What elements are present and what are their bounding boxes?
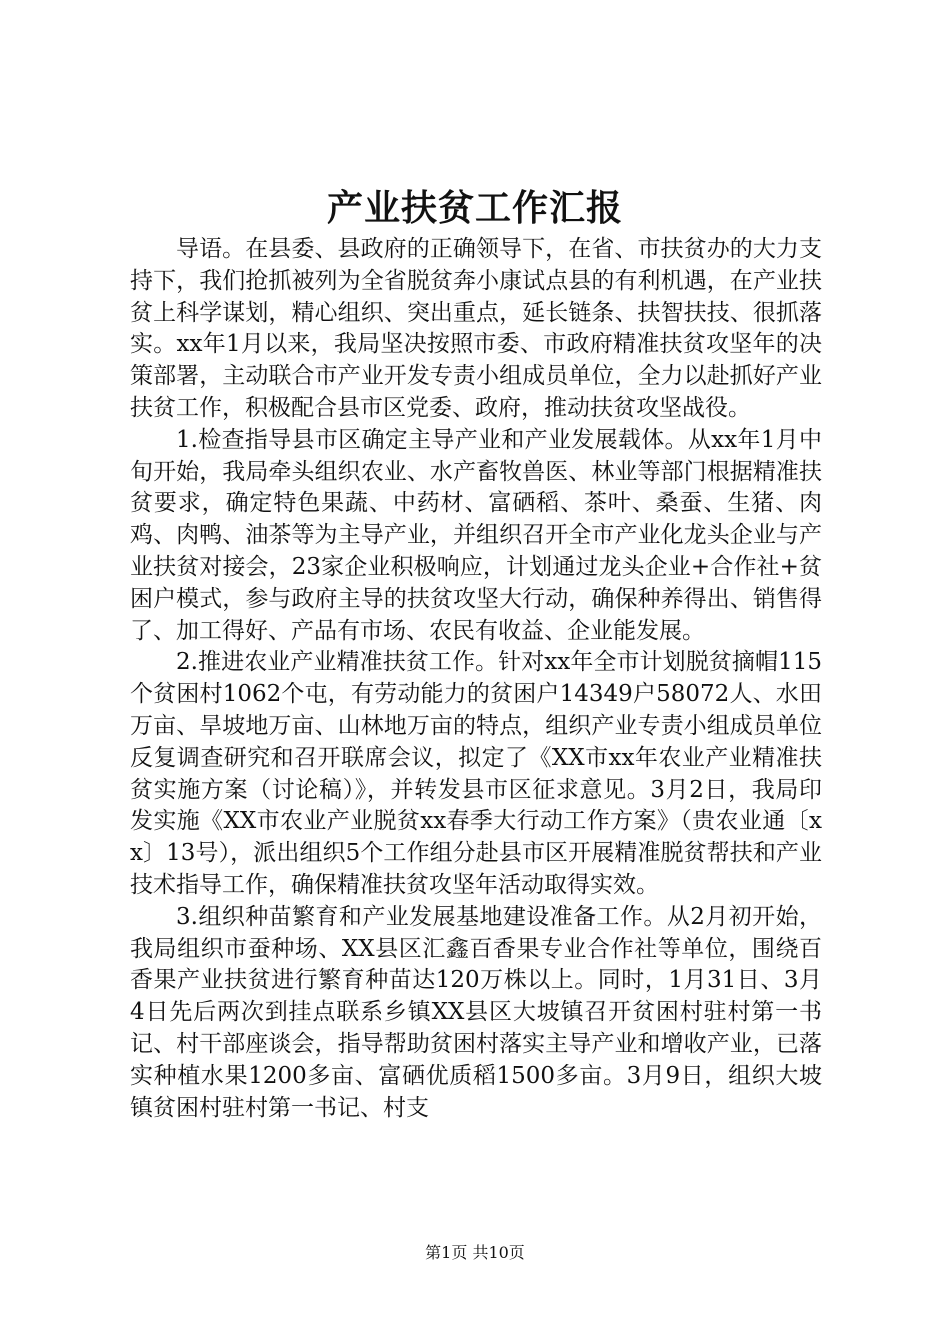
paragraph-item-3: 3.组织种苗繁育和产业发展基地建设准备工作。从2月初开始，我局组织市蚕种场、XX县区汇鑫百香果专业合作社等单位，围绕百香果产业扶贫进行繁育种苗达120万株以上。同时，1月31日、3月4日先后两次到挂点联系乡镇XX县区大坡镇召开贫困村驻村第一书记、村干部座谈会，指导帮助贫困村落实主导产业和增收产业，已落实种植水果1200多亩、富硒优质稻1500多亩。3月9日，组织大坡镇贫困村驻村第一书记、村支 (130, 903, 822, 1121)
paragraph-item-1: 1.检查指导县市区确定主导产业和产业发展载体。从xx年1月中旬开始，我局牵头组织农业、水产畜牧兽医、林业等部门根据精准扶贫要求，确定特色果蔬、中药材、富硒稻、茶叶、桑蚕、生猪、肉鸡、肉鸭、油茶等为主导产业，并组织召开全市产业化龙头企业与产业扶贫对接会，23家企业积极响应，计划通过龙头企业+合作社+贫困户模式，参与政府主导的扶贫攻坚大行动，确保种养得出、销售得了、加工得好、产品有市场、农民有收益、企业能发展。 (130, 426, 822, 644)
document-title: 产业扶贫工作汇报 (326, 187, 623, 229)
paragraph-item-2: 2.推进农业产业精准扶贫工作。针对xx年全市计划脱贫摘帽115个贫困村1062个屯，有劳动能力的贫困户14349户58072人、水田万亩、旱坡地万亩、山林地万亩的特点，组织产业专责小组成员单位反复调查研究和召开联席会议，拟定了《XX市xx年农业产业精准扶贫实施方案（讨论稿）》，并转发县市区征求意见。3月2日，我局印发实施《XX市农业产业脱贫xx春季大行动工作方案》（贵农业通〔xx〕13号），派出组织5个工作组分赴县市区开展精准脱贫帮扶和产业技术指导工作，确保精准扶贫攻坚年活动取得实效。 (130, 649, 822, 898)
page-footer: 第1页 共10页 (425, 1243, 525, 1262)
paragraph-intro: 导语。在县委、县政府的正确领导下，在省、市扶贫办的大力支持下，我们抢抓被列为全省脱贫奔小康试点县的有利机遇，在产业扶贫上科学谋划，精心组织、突出重点，延长链条、扶智扶技、很抓落实。xx年1月以来，我局坚决按照市委、市政府精准扶贫攻坚年的决策部署，主动联合市产业开发专责小组成员单位，全力以赴抓好产业扶贫工作，积极配合县市区党委、政府，推动扶贫攻坚战役。 (130, 236, 822, 421)
document-body (130, 234, 822, 1124)
